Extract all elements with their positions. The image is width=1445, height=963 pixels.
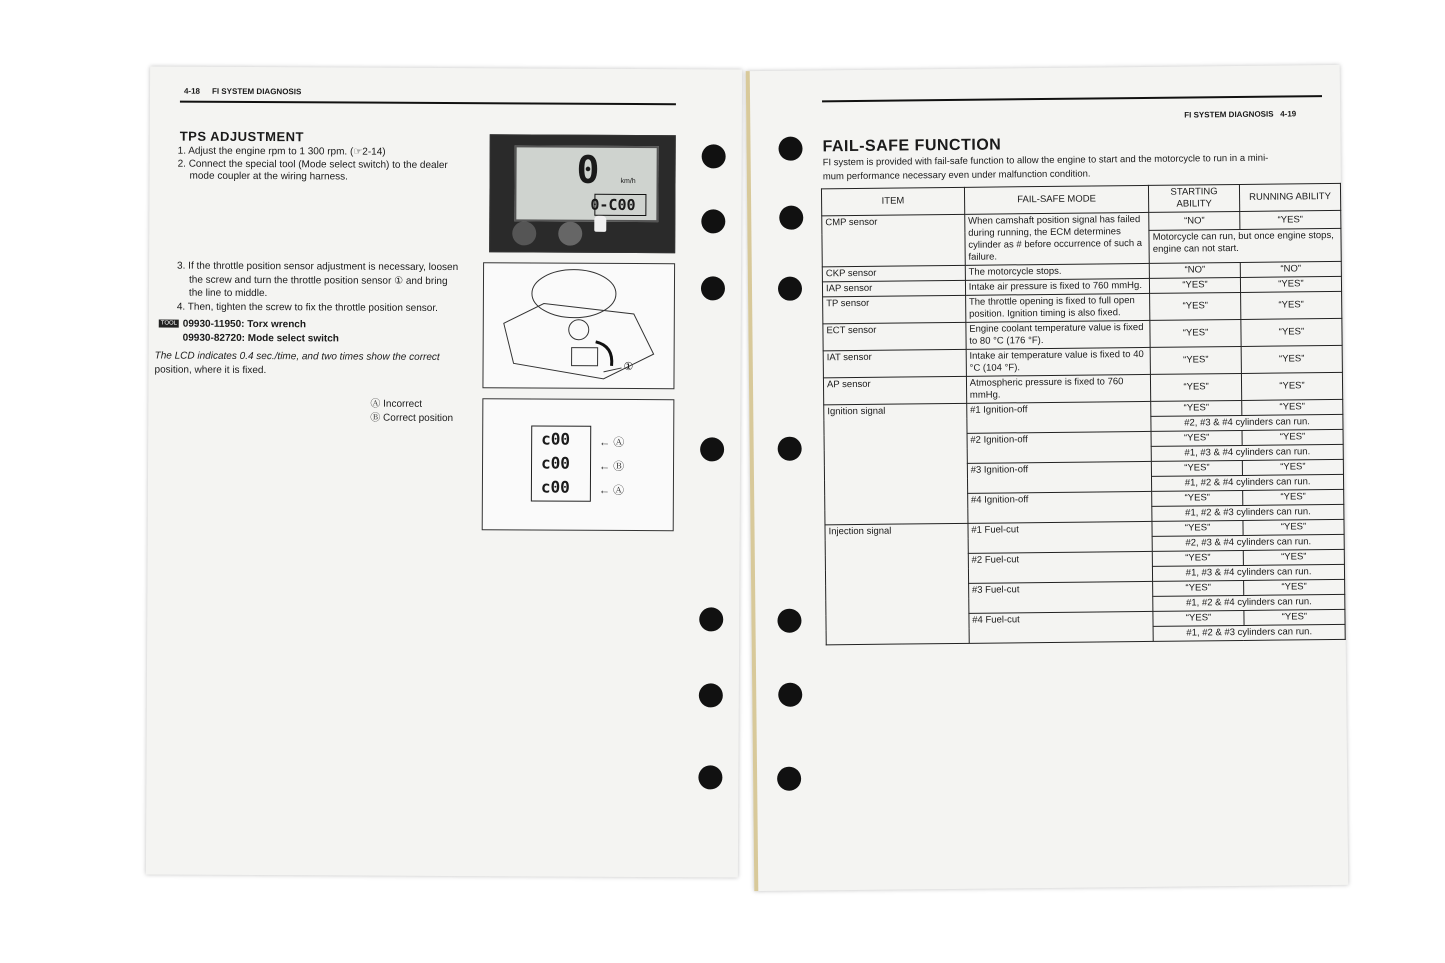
starting-cell: “YES” <box>1152 490 1243 506</box>
step-3-cont: the screw and turn the throttle position sensor ① and bring <box>188 274 448 288</box>
header-rule <box>822 95 1322 102</box>
mode-cell: #1 Fuel-cut <box>968 521 1153 553</box>
note-cell: #1, #3 & #4 cylinders can run. <box>1153 564 1345 581</box>
item-cell: TP sensor <box>823 295 966 323</box>
section-title: TPS ADJUSTMENT <box>179 128 305 145</box>
speedometer-photo <box>489 134 676 253</box>
starting-cell: “YES” <box>1153 610 1244 626</box>
binder-hole <box>702 144 726 168</box>
running-cell: “YES” <box>1240 291 1341 319</box>
lcd-row-1: c00 <box>541 429 571 449</box>
binder-hole <box>698 765 722 789</box>
starting-cell: “NO” <box>1149 262 1240 278</box>
lcd-arrow-3: ← Ⓐ <box>598 484 624 497</box>
section-title: FAIL-SAFE FUNCTION <box>822 136 1002 156</box>
header-item: ITEM <box>821 187 964 215</box>
mode-cell: Engine coolant temperature value is fixed to 80 °C (176 °F). <box>966 320 1151 349</box>
mode-cell: #2 Fuel-cut <box>968 551 1153 583</box>
step-2: 2. Connect the special tool (Mode select switch) to the dealer <box>177 158 448 172</box>
mode-cell: #4 Ignition-off <box>967 491 1152 523</box>
starting-cell: “YES” <box>1150 277 1241 293</box>
note-cell: #1, #2 & #4 cylinders can run. <box>1153 594 1345 611</box>
step-1: 1. Adjust the engine rpm to 1 300 rpm. (☞2-14) <box>177 145 386 158</box>
running-cell: “YES” <box>1243 489 1344 505</box>
lcd-pattern-figure <box>482 398 675 531</box>
running-cell: “YES” <box>1243 519 1344 535</box>
running-cell: “YES” <box>1243 579 1344 595</box>
throttle-illustration <box>483 263 674 388</box>
note-cell: #2, #3 & #4 cylinders can run. <box>1151 414 1343 431</box>
running-cell: “YES” <box>1243 549 1344 565</box>
binder-hole <box>778 137 802 161</box>
note-cell: #1, #2 & #3 cylinders can run. <box>1152 504 1344 521</box>
item-cell: Injection signal <box>825 523 969 644</box>
intro-line-2: mum performance necessary even under malfunction condition. <box>822 168 1091 183</box>
section-header: FI SYSTEM DIAGNOSIS <box>211 86 302 97</box>
running-cell: “YES” <box>1242 399 1343 415</box>
step-4: 4. Then, tighten the screw to fix the throttle position sensor. <box>176 301 438 314</box>
lcd-arrow-1: ← Ⓐ <box>599 436 625 449</box>
callout-label: ① <box>623 360 634 373</box>
lcd-row-2: c00 <box>540 453 571 473</box>
note-cell: #2, #3 & #4 cylinders can run. <box>1152 534 1344 551</box>
header-running: RUNNING ABILITY <box>1239 183 1340 211</box>
running-cell: “YES” <box>1244 609 1345 625</box>
header-mode: FAIL-SAFE MODE <box>964 185 1149 214</box>
note-line-2: position, where it is fixed. <box>154 364 267 377</box>
intro-line-1: FI system is provided with fail-safe function to allow the engine to start and the motorcycle to run in a mini- <box>822 152 1269 169</box>
running-cell: “YES” <box>1241 318 1342 346</box>
starting-cell: “YES” <box>1152 460 1243 476</box>
mode-cell: Intake air temperature value is fixed to 40 °C (104 °F). <box>966 347 1151 376</box>
binder-hole <box>777 767 801 791</box>
tool-badge: TOOL <box>159 320 179 328</box>
note-cell: Motorcycle can run, but once engine stops, engine can not start. <box>1149 229 1341 264</box>
item-cell: AP sensor <box>823 376 966 404</box>
mode-cell: #4 Fuel-cut <box>969 611 1154 643</box>
header-starting: STARTING ABILITY <box>1149 184 1240 212</box>
mode-cell: The motorcycle stops. <box>965 263 1150 280</box>
starting-cell: “YES” <box>1150 319 1241 347</box>
binder-hole <box>779 206 803 230</box>
binder-hole <box>701 276 725 300</box>
mode-cell: Atmospheric pressure is fixed to 760 mmHg. <box>966 374 1151 403</box>
item-cell: CKP sensor <box>822 265 965 281</box>
lcd-arrow-2: ← Ⓑ <box>598 460 625 473</box>
note-line-1: The LCD indicates 0.4 sec./time, and two times show the correct <box>154 350 440 363</box>
binder-hole <box>700 437 724 461</box>
mode-cell: Intake air pressure is fixed to 760 mmHg. <box>965 278 1150 295</box>
note-cell: #1, #2 & #3 cylinders can run. <box>1153 624 1345 641</box>
starting-cell: “YES” <box>1152 550 1243 566</box>
starting-cell: “YES” <box>1151 400 1242 416</box>
header-rule <box>180 101 676 106</box>
item-cell: IAP sensor <box>822 280 965 296</box>
step-2-cont: mode coupler at the wiring harness. <box>189 170 348 183</box>
section-header: FI SYSTEM DIAGNOSIS <box>1184 109 1274 120</box>
note-cell: #1, #2 & #4 cylinders can run. <box>1152 474 1344 491</box>
speed-unit: km/h <box>620 177 636 185</box>
running-cell: “YES” <box>1240 210 1341 229</box>
speed-digit: 0 <box>576 147 600 192</box>
running-cell: “YES” <box>1240 276 1341 292</box>
mode-cell: The throttle opening is fixed to full open position. Ignition timing is also fixed. <box>965 293 1150 322</box>
fail-safe-table <box>821 183 1346 645</box>
binder-hole <box>777 609 801 633</box>
starting-cell: “YES” <box>1152 520 1243 536</box>
starting-cell: “YES” <box>1150 292 1241 320</box>
starting-cell: “YES” <box>1150 346 1241 374</box>
running-cell: “YES” <box>1242 429 1343 445</box>
step-3: 3. If the throttle position sensor adjustment is necessary, loosen <box>177 260 459 274</box>
legend-incorrect: Ⓐ Incorrect <box>370 398 423 410</box>
binder-hole <box>701 209 725 233</box>
starting-cell: “YES” <box>1151 373 1242 401</box>
binder-hole <box>778 437 802 461</box>
step-3-cont-2: the line to middle. <box>188 287 268 300</box>
throttle-sensor-drawing <box>482 262 675 389</box>
starting-cell: “NO” <box>1149 211 1240 230</box>
item-cell: CMP sensor <box>822 214 965 266</box>
mode-cell: #3 Fuel-cut <box>968 581 1153 613</box>
starting-cell: “YES” <box>1151 430 1242 446</box>
mode-cell: #3 Ignition-off <box>967 461 1152 493</box>
page-number: 4-18 <box>183 86 201 96</box>
binder-hole <box>778 683 802 707</box>
binder-hole <box>699 683 723 707</box>
mode-readout: 0-C00 <box>590 195 636 214</box>
binder-hole <box>778 277 802 301</box>
tool-1: 09930-11950: Torx wrench <box>182 318 307 331</box>
mode-cell: #1 Ignition-off <box>966 401 1151 433</box>
knob-icon-2 <box>558 222 582 246</box>
right-page <box>746 65 1349 891</box>
lcd-row-3: c00 <box>540 477 570 497</box>
note-cell: #1, #3 & #4 cylinders can run. <box>1151 444 1343 461</box>
pointer-hand-icon <box>594 216 606 232</box>
knob-icon <box>512 221 536 245</box>
mode-cell: When camshaft position signal has failed during running, the ECM determines cylinder as # before occurrence of such a failure. <box>965 212 1150 265</box>
item-cell: ECT sensor <box>823 322 966 350</box>
binder-hole <box>699 607 723 631</box>
tool-2: 09930-82720: Mode select switch <box>182 332 339 345</box>
item-cell: IAT sensor <box>823 349 966 377</box>
starting-cell: “YES” <box>1153 580 1244 596</box>
running-cell: “YES” <box>1241 345 1342 373</box>
page-number: 4-19 <box>1280 109 1297 119</box>
lcd-screen <box>514 145 658 222</box>
left-page <box>146 66 742 877</box>
mode-cell: #2 Ignition-off <box>967 431 1152 463</box>
legend-correct: Ⓑ Correct position <box>370 412 454 425</box>
readout-box <box>594 194 646 216</box>
running-cell: “NO” <box>1240 261 1341 277</box>
running-cell: “YES” <box>1241 372 1342 400</box>
item-cell: Ignition signal <box>824 403 968 524</box>
running-cell: “YES” <box>1242 459 1343 475</box>
